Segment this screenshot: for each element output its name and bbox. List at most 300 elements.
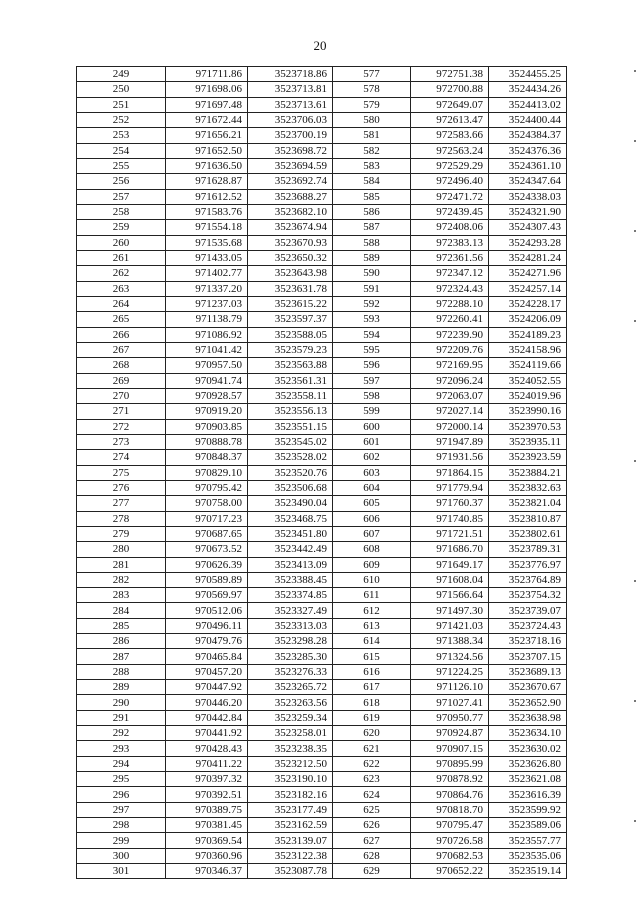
table-row	[77, 511, 567, 526]
point-number-cell: 579	[333, 97, 411, 112]
point-number-cell: 285	[77, 618, 166, 633]
x-coordinate-cell: 971554.18	[166, 220, 248, 235]
x-coordinate-cell: 972169.95	[411, 358, 489, 373]
point-number-cell: 265	[77, 312, 166, 327]
point-number-cell: 603	[333, 465, 411, 480]
y-coordinate-cell: 3523990.16	[489, 404, 567, 419]
x-coordinate-cell: 971649.17	[411, 557, 489, 572]
x-coordinate-cell: 971711.86	[166, 67, 248, 82]
x-coordinate-cell: 970360.96	[166, 848, 248, 863]
table-row	[77, 404, 567, 419]
x-coordinate-cell: 971740.85	[411, 511, 489, 526]
x-coordinate-cell: 971656.21	[166, 128, 248, 143]
point-number-cell: 620	[333, 726, 411, 741]
point-number-cell: 256	[77, 174, 166, 189]
table-row	[77, 542, 567, 557]
y-coordinate-cell: 3524347.64	[489, 174, 567, 189]
x-coordinate-cell: 971337.20	[166, 281, 248, 296]
x-coordinate-cell: 970442.84	[166, 710, 248, 725]
x-coordinate-cell: 972613.47	[411, 112, 489, 127]
table-row	[77, 281, 567, 296]
y-coordinate-cell: 3523700.19	[248, 128, 333, 143]
y-coordinate-cell: 3524307.43	[489, 220, 567, 235]
x-coordinate-cell: 971421.03	[411, 618, 489, 633]
point-number-cell: 253	[77, 128, 166, 143]
y-coordinate-cell: 3524158.96	[489, 342, 567, 357]
point-number-cell: 280	[77, 542, 166, 557]
y-coordinate-cell: 3523298.28	[248, 634, 333, 649]
table-row	[77, 680, 567, 695]
point-number-cell: 298	[77, 818, 166, 833]
point-number-cell: 607	[333, 526, 411, 541]
x-coordinate-cell: 970950.77	[411, 710, 489, 725]
x-coordinate-cell: 971628.87	[166, 174, 248, 189]
point-number-cell: 589	[333, 250, 411, 265]
x-coordinate-cell: 972439.45	[411, 204, 489, 219]
point-number-cell: 273	[77, 434, 166, 449]
y-coordinate-cell: 3523832.63	[489, 480, 567, 495]
point-number-cell: 263	[77, 281, 166, 296]
table-row	[77, 726, 567, 741]
y-coordinate-cell: 3524052.55	[489, 373, 567, 388]
point-number-cell: 278	[77, 511, 166, 526]
x-coordinate-cell: 971652.50	[166, 143, 248, 158]
x-coordinate-cell: 970795.47	[411, 818, 489, 833]
y-coordinate-cell: 3523670.67	[489, 680, 567, 695]
point-number-cell: 588	[333, 235, 411, 250]
y-coordinate-cell: 3524119.66	[489, 358, 567, 373]
point-number-cell: 583	[333, 158, 411, 173]
point-number-cell: 300	[77, 848, 166, 863]
y-coordinate-cell: 3523413.09	[248, 557, 333, 572]
x-coordinate-cell: 970717.23	[166, 511, 248, 526]
x-coordinate-cell: 970878.92	[411, 772, 489, 787]
x-coordinate-cell: 972324.43	[411, 281, 489, 296]
y-coordinate-cell: 3524257.14	[489, 281, 567, 296]
x-coordinate-cell: 971497.30	[411, 603, 489, 618]
point-number-cell: 289	[77, 680, 166, 695]
x-coordinate-cell: 970758.00	[166, 496, 248, 511]
point-number-cell: 629	[333, 864, 411, 879]
x-coordinate-cell: 970389.75	[166, 802, 248, 817]
y-coordinate-cell: 3523162.59	[248, 818, 333, 833]
point-number-cell: 271	[77, 404, 166, 419]
y-coordinate-cell: 3524321.90	[489, 204, 567, 219]
y-coordinate-cell: 3523313.03	[248, 618, 333, 633]
point-number-cell: 254	[77, 143, 166, 158]
table-row	[77, 67, 567, 82]
table-row	[77, 772, 567, 787]
table-row	[77, 388, 567, 403]
point-number-cell: 272	[77, 419, 166, 434]
x-coordinate-cell: 972260.41	[411, 312, 489, 327]
point-number-cell: 290	[77, 695, 166, 710]
x-coordinate-cell: 970446.20	[166, 695, 248, 710]
x-coordinate-cell: 970381.45	[166, 818, 248, 833]
y-coordinate-cell: 3523468.75	[248, 511, 333, 526]
point-number-cell: 599	[333, 404, 411, 419]
x-coordinate-cell: 970441.92	[166, 726, 248, 741]
y-coordinate-cell: 3523670.93	[248, 235, 333, 250]
y-coordinate-cell: 3523631.78	[248, 281, 333, 296]
x-coordinate-cell: 970673.52	[166, 542, 248, 557]
point-number-cell: 617	[333, 680, 411, 695]
x-coordinate-cell: 970957.50	[166, 358, 248, 373]
point-number-cell: 610	[333, 572, 411, 587]
y-coordinate-cell: 3523490.04	[248, 496, 333, 511]
point-number-cell: 587	[333, 220, 411, 235]
table-row	[77, 634, 567, 649]
x-coordinate-cell: 971583.76	[166, 204, 248, 219]
table-row	[77, 327, 567, 342]
x-coordinate-cell: 971535.68	[166, 235, 248, 250]
table-row	[77, 818, 567, 833]
y-coordinate-cell: 3523821.04	[489, 496, 567, 511]
table-row	[77, 82, 567, 97]
x-coordinate-cell: 972649.07	[411, 97, 489, 112]
x-coordinate-cell: 972583.66	[411, 128, 489, 143]
x-coordinate-cell: 971388.34	[411, 634, 489, 649]
y-coordinate-cell: 3523652.90	[489, 695, 567, 710]
point-number-cell: 622	[333, 756, 411, 771]
x-coordinate-cell: 972027.14	[411, 404, 489, 419]
table-row	[77, 266, 567, 281]
table-row	[77, 128, 567, 143]
y-coordinate-cell: 3523388.45	[248, 572, 333, 587]
x-coordinate-cell: 970924.87	[411, 726, 489, 741]
point-number-cell: 269	[77, 373, 166, 388]
point-number-cell: 250	[77, 82, 166, 97]
y-coordinate-cell: 3523265.72	[248, 680, 333, 695]
point-number-cell: 581	[333, 128, 411, 143]
x-coordinate-cell: 970928.57	[166, 388, 248, 403]
point-number-cell: 262	[77, 266, 166, 281]
x-coordinate-cell: 970626.39	[166, 557, 248, 572]
point-number-cell: 615	[333, 649, 411, 664]
x-coordinate-cell: 971636.50	[166, 158, 248, 173]
y-coordinate-cell: 3524413.02	[489, 97, 567, 112]
x-coordinate-cell: 972209.76	[411, 342, 489, 357]
x-coordinate-cell: 971760.37	[411, 496, 489, 511]
y-coordinate-cell: 3524189.23	[489, 327, 567, 342]
y-coordinate-cell: 3523674.94	[248, 220, 333, 235]
point-number-cell: 577	[333, 67, 411, 82]
point-number-cell: 288	[77, 664, 166, 679]
point-number-cell: 608	[333, 542, 411, 557]
x-coordinate-cell: 970346.37	[166, 864, 248, 879]
y-coordinate-cell: 3523563.88	[248, 358, 333, 373]
x-coordinate-cell: 970512.06	[166, 603, 248, 618]
table-row	[77, 204, 567, 219]
point-number-cell: 301	[77, 864, 166, 879]
y-coordinate-cell: 3523528.02	[248, 450, 333, 465]
y-coordinate-cell: 3524338.03	[489, 189, 567, 204]
point-number-cell: 625	[333, 802, 411, 817]
x-coordinate-cell: 971138.79	[166, 312, 248, 327]
table-row	[77, 496, 567, 511]
point-number-cell: 585	[333, 189, 411, 204]
point-number-cell: 605	[333, 496, 411, 511]
point-number-cell: 627	[333, 833, 411, 848]
y-coordinate-cell: 3523638.98	[489, 710, 567, 725]
point-number-cell: 293	[77, 741, 166, 756]
y-coordinate-cell: 3523551.15	[248, 419, 333, 434]
x-coordinate-cell: 970392.51	[166, 787, 248, 802]
y-coordinate-cell: 3523276.33	[248, 664, 333, 679]
x-coordinate-cell: 972347.12	[411, 266, 489, 281]
x-coordinate-cell: 972700.88	[411, 82, 489, 97]
table-row	[77, 158, 567, 173]
table-row	[77, 419, 567, 434]
table-row	[77, 143, 567, 158]
point-number-cell: 612	[333, 603, 411, 618]
point-number-cell: 602	[333, 450, 411, 465]
y-coordinate-cell: 3523643.98	[248, 266, 333, 281]
y-coordinate-cell: 3523327.49	[248, 603, 333, 618]
table-row	[77, 296, 567, 311]
x-coordinate-cell: 972239.90	[411, 327, 489, 342]
point-number-cell: 282	[77, 572, 166, 587]
point-number-cell: 601	[333, 434, 411, 449]
point-number-cell: 613	[333, 618, 411, 633]
point-number-cell: 618	[333, 695, 411, 710]
x-coordinate-cell: 971041.42	[166, 342, 248, 357]
x-coordinate-cell: 970829.10	[166, 465, 248, 480]
y-coordinate-cell: 3523698.72	[248, 143, 333, 158]
y-coordinate-cell: 3523139.07	[248, 833, 333, 848]
x-coordinate-cell: 971697.48	[166, 97, 248, 112]
table-row	[77, 848, 567, 863]
x-coordinate-cell: 970907.15	[411, 741, 489, 756]
y-coordinate-cell: 3524455.25	[489, 67, 567, 82]
point-number-cell: 270	[77, 388, 166, 403]
point-number-cell: 594	[333, 327, 411, 342]
table-row	[77, 833, 567, 848]
x-coordinate-cell: 971686.70	[411, 542, 489, 557]
table-row	[77, 450, 567, 465]
point-number-cell: 249	[77, 67, 166, 82]
table-row	[77, 112, 567, 127]
point-number-cell: 592	[333, 296, 411, 311]
point-number-cell: 284	[77, 603, 166, 618]
point-number-cell: 611	[333, 588, 411, 603]
point-number-cell: 251	[77, 97, 166, 112]
point-number-cell: 623	[333, 772, 411, 787]
table-row	[77, 618, 567, 633]
y-coordinate-cell: 3523970.53	[489, 419, 567, 434]
point-number-cell: 604	[333, 480, 411, 495]
x-coordinate-cell: 972529.29	[411, 158, 489, 173]
y-coordinate-cell: 3523589.06	[489, 818, 567, 833]
x-coordinate-cell: 971721.51	[411, 526, 489, 541]
point-number-cell: 260	[77, 235, 166, 250]
table-row	[77, 741, 567, 756]
y-coordinate-cell: 3523616.39	[489, 787, 567, 802]
x-coordinate-cell: 970479.76	[166, 634, 248, 649]
x-coordinate-cell: 971864.15	[411, 465, 489, 480]
y-coordinate-cell: 3523579.23	[248, 342, 333, 357]
x-coordinate-cell: 971027.41	[411, 695, 489, 710]
x-coordinate-cell: 971237.03	[166, 296, 248, 311]
point-number-cell: 296	[77, 787, 166, 802]
table-row	[77, 756, 567, 771]
y-coordinate-cell: 3523718.16	[489, 634, 567, 649]
y-coordinate-cell: 3523506.68	[248, 480, 333, 495]
y-coordinate-cell: 3523442.49	[248, 542, 333, 557]
y-coordinate-cell: 3523259.34	[248, 710, 333, 725]
x-coordinate-cell: 970687.65	[166, 526, 248, 541]
table-row	[77, 695, 567, 710]
point-number-cell: 291	[77, 710, 166, 725]
point-number-cell: 257	[77, 189, 166, 204]
page-number: 20	[313, 38, 327, 53]
y-coordinate-cell: 3523692.74	[248, 174, 333, 189]
x-coordinate-cell: 970818.70	[411, 802, 489, 817]
table-row	[77, 250, 567, 265]
y-coordinate-cell: 3523689.13	[489, 664, 567, 679]
point-number-cell: 591	[333, 281, 411, 296]
y-coordinate-cell: 3524400.44	[489, 112, 567, 127]
y-coordinate-cell: 3523258.01	[248, 726, 333, 741]
point-number-cell: 590	[333, 266, 411, 281]
table-row	[77, 358, 567, 373]
x-coordinate-cell: 971608.04	[411, 572, 489, 587]
x-coordinate-cell: 972361.56	[411, 250, 489, 265]
x-coordinate-cell: 972751.38	[411, 67, 489, 82]
point-number-cell: 295	[77, 772, 166, 787]
x-coordinate-cell: 970496.11	[166, 618, 248, 633]
table-row	[77, 189, 567, 204]
y-coordinate-cell: 3523599.92	[489, 802, 567, 817]
x-coordinate-cell: 972471.72	[411, 189, 489, 204]
x-coordinate-cell: 971947.89	[411, 434, 489, 449]
y-coordinate-cell: 3524019.96	[489, 388, 567, 403]
y-coordinate-cell: 3524361.10	[489, 158, 567, 173]
x-coordinate-cell: 971402.77	[166, 266, 248, 281]
y-coordinate-cell: 3523650.32	[248, 250, 333, 265]
x-coordinate-cell: 972408.06	[411, 220, 489, 235]
x-coordinate-cell: 971126.10	[411, 680, 489, 695]
x-coordinate-cell: 970428.43	[166, 741, 248, 756]
scan-edge-marks	[630, 60, 636, 880]
table-row	[77, 526, 567, 541]
x-coordinate-cell: 972563.24	[411, 143, 489, 158]
table-row	[77, 649, 567, 664]
x-coordinate-cell: 970589.89	[166, 572, 248, 587]
y-coordinate-cell: 3523776.97	[489, 557, 567, 572]
point-number-cell: 252	[77, 112, 166, 127]
x-coordinate-cell: 971224.25	[411, 664, 489, 679]
x-coordinate-cell: 970411.22	[166, 756, 248, 771]
y-coordinate-cell: 3523754.32	[489, 588, 567, 603]
y-coordinate-cell: 3523556.13	[248, 404, 333, 419]
x-coordinate-cell: 970369.54	[166, 833, 248, 848]
y-coordinate-cell: 3523764.89	[489, 572, 567, 587]
point-number-cell: 264	[77, 296, 166, 311]
x-coordinate-cell: 972063.07	[411, 388, 489, 403]
y-coordinate-cell: 3523789.31	[489, 542, 567, 557]
x-coordinate-cell: 970726.58	[411, 833, 489, 848]
y-coordinate-cell: 3523190.10	[248, 772, 333, 787]
table-row	[77, 235, 567, 250]
x-coordinate-cell: 970447.92	[166, 680, 248, 695]
table-row	[77, 174, 567, 189]
y-coordinate-cell: 3523688.27	[248, 189, 333, 204]
x-coordinate-cell: 972000.14	[411, 419, 489, 434]
x-coordinate-cell: 971698.06	[166, 82, 248, 97]
y-coordinate-cell: 3523588.05	[248, 327, 333, 342]
table-row	[77, 465, 567, 480]
table-row	[77, 342, 567, 357]
y-coordinate-cell: 3524384.37	[489, 128, 567, 143]
point-number-cell: 597	[333, 373, 411, 388]
point-number-cell: 297	[77, 802, 166, 817]
y-coordinate-cell: 3523557.77	[489, 833, 567, 848]
point-number-cell: 619	[333, 710, 411, 725]
y-coordinate-cell: 3523122.38	[248, 848, 333, 863]
y-coordinate-cell: 3523558.11	[248, 388, 333, 403]
x-coordinate-cell: 971931.56	[411, 450, 489, 465]
x-coordinate-cell: 970903.85	[166, 419, 248, 434]
y-coordinate-cell: 3523212.50	[248, 756, 333, 771]
point-number-cell: 578	[333, 82, 411, 97]
point-number-cell: 580	[333, 112, 411, 127]
y-coordinate-cell: 3523682.10	[248, 204, 333, 219]
y-coordinate-cell: 3523520.76	[248, 465, 333, 480]
x-coordinate-cell: 970569.97	[166, 588, 248, 603]
point-number-cell: 628	[333, 848, 411, 863]
point-number-cell: 268	[77, 358, 166, 373]
x-coordinate-cell: 970941.74	[166, 373, 248, 388]
point-number-cell: 593	[333, 312, 411, 327]
x-coordinate-cell: 970895.99	[411, 756, 489, 771]
x-coordinate-cell: 970457.20	[166, 664, 248, 679]
x-coordinate-cell: 972496.40	[411, 174, 489, 189]
point-number-cell: 596	[333, 358, 411, 373]
point-number-cell: 274	[77, 450, 166, 465]
table-row	[77, 603, 567, 618]
y-coordinate-cell: 3523177.49	[248, 802, 333, 817]
x-coordinate-cell: 971672.44	[166, 112, 248, 127]
point-number-cell: 292	[77, 726, 166, 741]
table-row	[77, 220, 567, 235]
y-coordinate-cell: 3523374.85	[248, 588, 333, 603]
x-coordinate-cell: 970795.42	[166, 480, 248, 495]
y-coordinate-cell: 3523634.10	[489, 726, 567, 741]
y-coordinate-cell: 3523802.61	[489, 526, 567, 541]
point-number-cell: 276	[77, 480, 166, 495]
y-coordinate-cell: 3524293.28	[489, 235, 567, 250]
x-coordinate-cell: 970888.78	[166, 434, 248, 449]
table-row	[77, 802, 567, 817]
y-coordinate-cell: 3523724.43	[489, 618, 567, 633]
y-coordinate-cell: 3523451.80	[248, 526, 333, 541]
x-coordinate-cell: 970919.20	[166, 404, 248, 419]
point-number-cell: 275	[77, 465, 166, 480]
y-coordinate-cell: 3523739.07	[489, 603, 567, 618]
y-coordinate-cell: 3524271.96	[489, 266, 567, 281]
y-coordinate-cell: 3524228.17	[489, 296, 567, 311]
y-coordinate-cell: 3523810.87	[489, 511, 567, 526]
x-coordinate-cell: 972096.24	[411, 373, 489, 388]
y-coordinate-cell: 3523884.21	[489, 465, 567, 480]
x-coordinate-cell: 970397.32	[166, 772, 248, 787]
point-number-cell: 267	[77, 342, 166, 357]
table-row	[77, 373, 567, 388]
point-number-cell: 287	[77, 649, 166, 664]
point-number-cell: 600	[333, 419, 411, 434]
table-row	[77, 312, 567, 327]
